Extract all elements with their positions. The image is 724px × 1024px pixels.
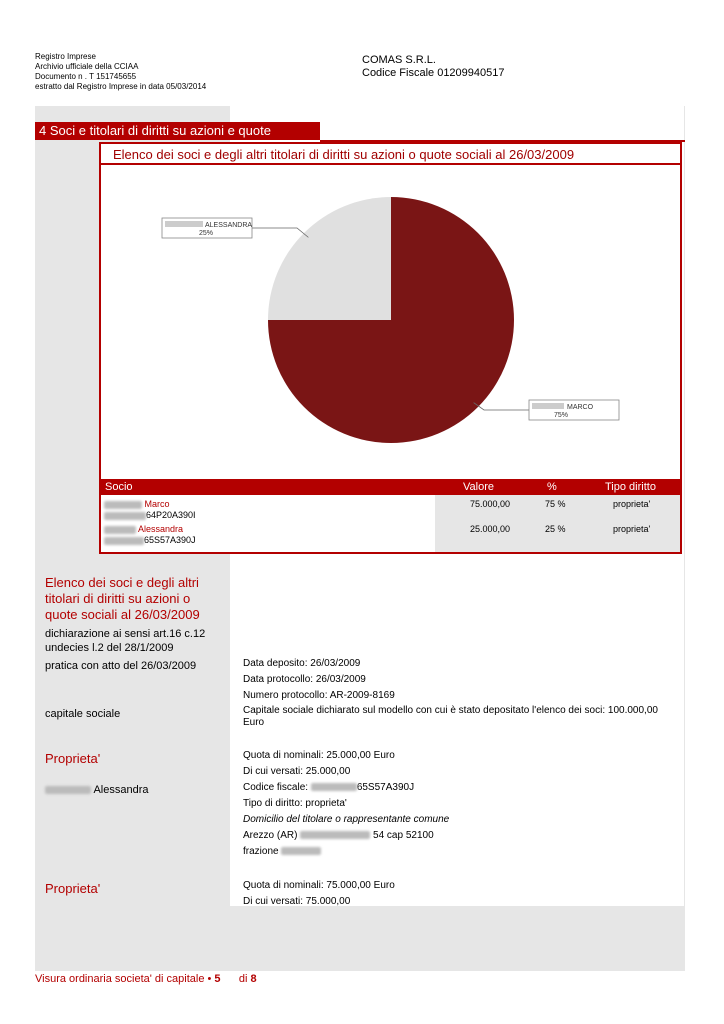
col-socio: Socio [105, 481, 133, 493]
prop1-versati: Di cui versati: 25.000,00 [243, 766, 351, 777]
col-tipo: Tipo diritto [605, 481, 656, 493]
row-code: 65S57A390J [144, 535, 196, 545]
row-name: Marco [144, 499, 170, 509]
table-row [104, 499, 196, 521]
prop1-codice-fiscale: Codice fiscale: 65S57A390J [243, 782, 415, 793]
proprieta-label-2: Proprieta' [45, 881, 101, 896]
company-name: COMAS S.R.L. [362, 54, 436, 66]
pie-slice-alessandra [268, 197, 391, 320]
capitale-text: Capitale sociale dichiarato sul modello con cui è stato depositato l'elenco dei soci: 100.000,00 Euro [243, 705, 658, 728]
header-line-1: Registro Imprese [35, 52, 96, 61]
footer-of: di [238, 973, 248, 985]
header-line-3: Documento n . T 151745655 [35, 72, 137, 81]
list-title-label: Elenco dei soci e degli altri titolari di diritti su azioni o quote sociali al 26/03/2009 [45, 575, 200, 622]
company-header [362, 54, 505, 80]
data-deposito: Data deposito: 26/03/2009 [243, 658, 361, 669]
prop2-quota: Quota di nominali: 75.000,00 Euro [243, 880, 395, 891]
fiscal-code: Codice Fiscale 01209940517 [362, 67, 505, 79]
page-footer [35, 973, 257, 985]
redacted-code [311, 783, 357, 791]
section-title: 4 Soci e titolari di diritti su azioni e quote [35, 122, 320, 140]
data-protocollo: Data protocollo: 26/03/2009 [243, 674, 366, 685]
row-percent: 25 % [545, 524, 566, 534]
capitale-label: capitale sociale [45, 708, 121, 720]
header-line-2: Archivio ufficiale della CCIAA [35, 62, 139, 71]
redacted-street [300, 831, 370, 839]
redacted-surname [532, 403, 564, 409]
prop1-tipo: Tipo di diritto: proprieta' [243, 798, 347, 809]
prop1-domicilio: Domicilio del titolare o rappresentante comune [243, 814, 450, 825]
declaration-label: dichiarazione ai sensi art.16 c.12 undecies l.2 del 28/1/2009 [45, 628, 206, 654]
col-valore: Valore [463, 481, 494, 493]
prop1-quota: Quota di nominali: 25.000,00 Euro [243, 750, 395, 761]
prop1-frazione: frazione [243, 844, 321, 860]
footer-page: 5 [214, 973, 221, 985]
pie-label-name: MARCO [567, 404, 594, 411]
pie-label-name: ALESSANDRA [205, 222, 253, 229]
header-line-4: estratto dal Registro Imprese in data 05/03/2014 [35, 82, 207, 91]
row-type: proprieta' [613, 499, 651, 509]
row-percent: 75 % [545, 499, 566, 509]
footer-bullet: • [207, 973, 212, 985]
numero-protocollo: Numero protocollo: AR-2009-8169 [243, 690, 395, 701]
pie-label-percent: 25% [199, 230, 214, 237]
table-header [101, 479, 680, 495]
redacted-frazione [281, 847, 321, 855]
redacted-surname [165, 221, 203, 227]
leader-line [252, 228, 308, 237]
redacted-surname [104, 501, 142, 509]
shareholders-box-title: Elenco dei soci e degli altri titolari di diritti su azioni o quote sociali al 26/03/2009 [101, 144, 680, 165]
row-type: proprieta' [613, 524, 651, 534]
prop2-versati: Di cui versati: 75.000,00 [243, 896, 351, 907]
redacted-surname [45, 786, 91, 794]
row-code: 64P20A390I [146, 510, 196, 520]
pratica-label: pratica con atto del 26/03/2009 [45, 660, 197, 672]
redacted-code [104, 512, 146, 520]
pie-label-percent: 75% [554, 412, 569, 419]
document-header-info [35, 52, 206, 92]
redacted-surname [104, 526, 136, 534]
ownership-pie-chart [101, 167, 680, 477]
row-value: 25.000,00 [470, 524, 511, 534]
proprieta-label-1: Proprieta' [45, 751, 101, 766]
table-row [104, 524, 196, 546]
footer-total: 8 [250, 973, 257, 985]
footer-text: Visura ordinaria societa' di capitale [35, 973, 205, 985]
redacted-code [104, 537, 144, 545]
row-value: 75.000,00 [470, 499, 511, 509]
owner-label: Alessandra [45, 783, 149, 797]
prop1-address: Arezzo (AR) 54 cap 52100 [243, 830, 434, 841]
leader-line [474, 403, 529, 410]
col-percent: % [547, 481, 557, 493]
row-name: Alessandra [138, 524, 184, 534]
